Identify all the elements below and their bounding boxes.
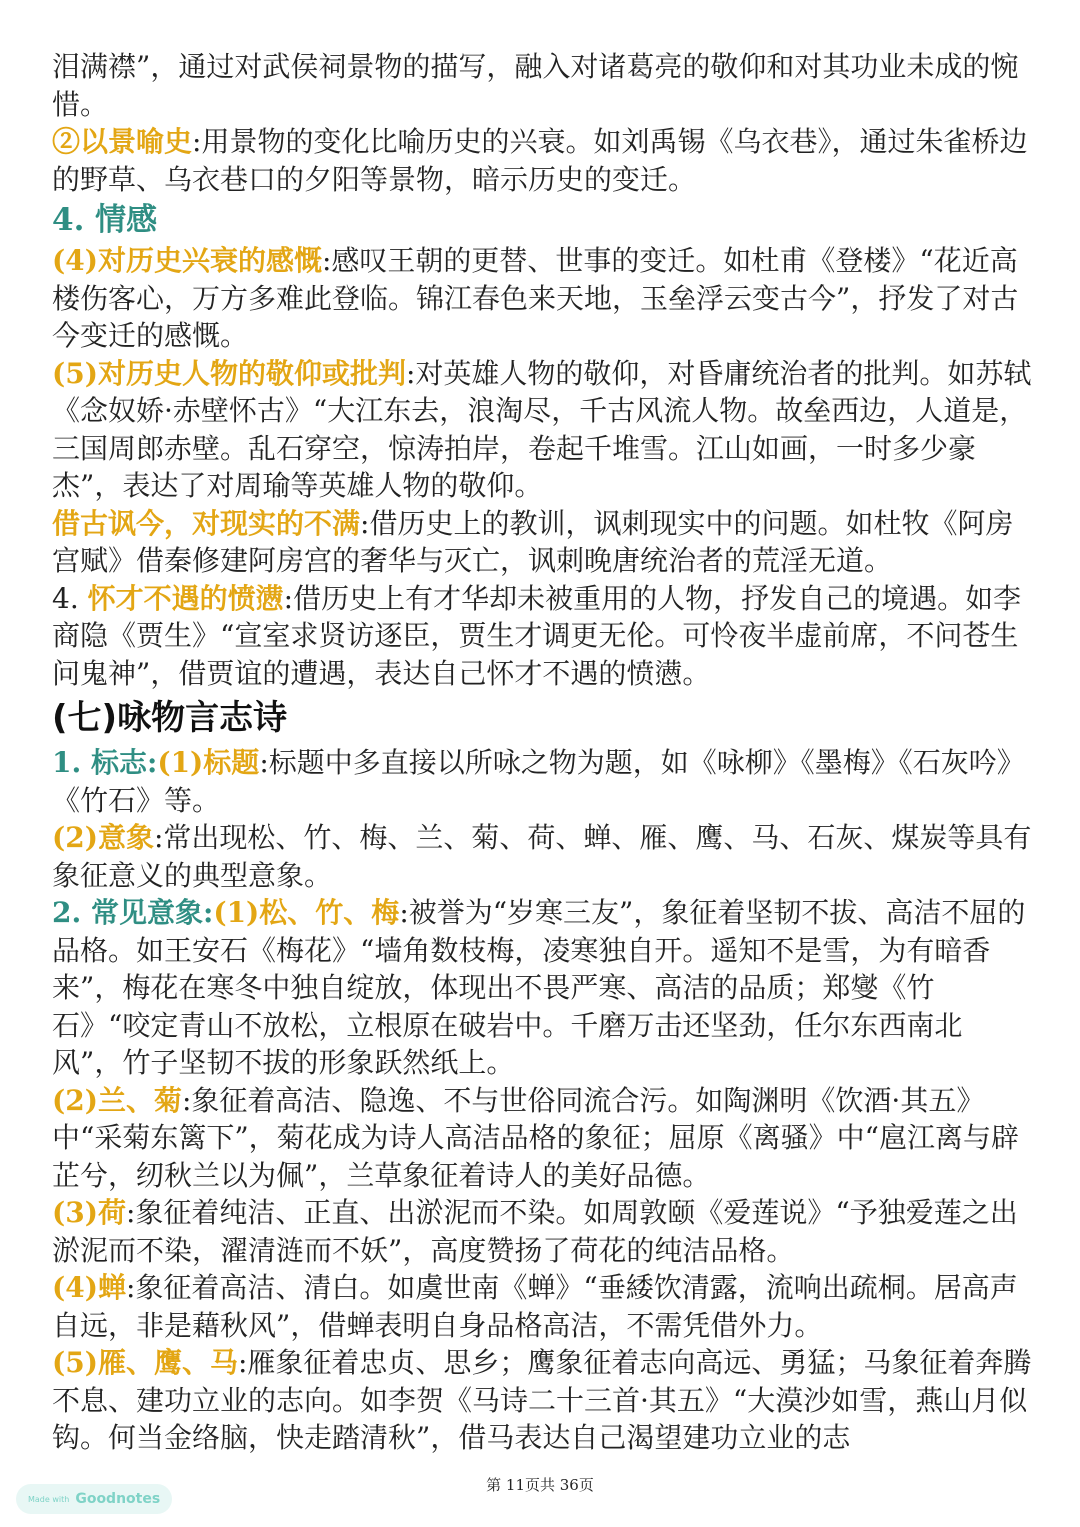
paragraph-sign-title: 1. 标志:(1)标题:标题中多直接以所咏之物为题，如《咏柳》《墨梅》《石灰吟》《竹石》等。	[52, 746, 1025, 817]
paragraph-pine-bamboo-plum: 2. 常见意象:(1)松、竹、梅:被誉为“岁寒三友”，象征着坚韧不拔、高洁不屈的品格。如王安石《梅花》“墙角数枝梅，凌寒独自开。遥知不是雪，为有暗香来”，梅花在寒冬中独自绽放，体现出不畏严寒、高洁的品质；郑燮《竹石》“咬定青山不放松，立根原在破岩中。千磨万击还坚劲，任尔东西南北风”，竹子坚韧不拔的形象跃然纸上。	[52, 896, 1026, 1079]
item-label: (2)兰、菊	[52, 1083, 182, 1117]
paragraph-cicada: (4)蝉:象征着高洁、清白。如虞世南《蝉》“垂緌饮清露，流响出疏桐。居高声自远，非是藉秋风”，借蝉表明自身品格高洁，不需凭借外力。	[52, 1271, 1018, 1342]
item-label: (5)雁、鹰、马	[52, 1346, 238, 1379]
item-label: (5)对历史人物的敬仰或批判	[52, 356, 406, 390]
paragraph-intro: 泪满襟”，通过对武侯祠景物的描写，融入对诸葛亮的敬仰和对其功业未成的惋惜。	[52, 50, 1019, 121]
page-number: 第 11页共 36页	[486, 1476, 594, 1494]
paragraph-sign-imagery: (2)意象:常出现松、竹、梅、兰、菊、荷、蝉、雁、鹰、马、石灰、煤炭等具有象征意义的典型意象。	[52, 821, 1032, 892]
item-label: (4)对历史兴衰的感慨	[52, 244, 322, 277]
section-heading-emotion: 4. 情感	[52, 202, 158, 238]
paragraph-emotion-4: (4)对历史兴衰的感慨:感叹王朝的更替、世事的变迁。如杜甫《登楼》“花近高楼伤客心，万方多难此登临。锦江春色来天地，玉垒浮云变古今”，抒发了对古今变迁的感慨。	[52, 244, 1019, 352]
paragraph-lotus: (3)荷:象征着纯洁、正直、出淤泥而不染。如周敦颐《爱莲说》“予独爱莲之出淤泥而不染，濯清涟而不妖”，高度赞扬了荷花的纯洁品格。	[52, 1196, 1018, 1267]
goodnotes-badge: Made with Goodnotes	[16, 1484, 172, 1514]
item-label: (4)蝉	[52, 1271, 126, 1304]
paragraph-satire: 借古讽今，对现实的不满:借历史上的教训，讽刺现实中的问题。如杜牧《阿房宫赋》借秦修建阿房宫的奢华与灭亡，讽刺晚唐统治者的荒淫无道。	[52, 506, 1014, 577]
item-label: (1)松、竹、梅	[213, 896, 400, 929]
item-label: ②以景喻史	[52, 125, 193, 158]
paragraph-emotion-5: (5)对历史人物的敬仰或批判:对英雄人物的敬仰，对昏庸统治者的批判。如苏轼《念奴娇·赤壁怀古》“大江东去，浪淘尽，千古风流人物。故垒西边，人道是，三国周郎赤壁。乱石穿空，惊涛拍岸，卷起千堆雪。江山如画，一时多少豪杰”，表达了对周瑜等英雄人物的敬仰。	[52, 356, 1032, 502]
item-label: 怀才不遇的愤懑	[87, 581, 284, 615]
paragraph-orchid-chrysanthemum: (2)兰、菊:象征着高洁、隐逸、不与世俗同流合污。如陶渊明《饮酒·其五》中“采菊东篱下”，菊花成为诗人高洁品格的象征；屈原《离骚》中“扈江离与辟芷兮，纫秋兰以为佩”，兰草象征着诗人的美好品德。	[52, 1083, 1019, 1192]
sub-heading: 2. 常见意象:	[52, 896, 214, 929]
item-label: (2)意象	[52, 821, 154, 854]
paragraph-jing-yu-shi: ②以景喻史:用景物的变化比喻历史的兴衰。如刘禹锡《乌衣巷》，通过朱雀桥边的野草、乌衣巷口的夕阳等景物，暗示历史的变迁。	[52, 125, 1028, 196]
sub-heading: 1. 标志:	[52, 746, 158, 779]
item-label: (3)荷	[52, 1196, 126, 1229]
section-heading-object-poems: (七)咏物言志诗	[52, 698, 288, 738]
document-body	[52, 48, 1032, 1457]
paragraph-goose-eagle-horse: (5)雁、鹰、马:雁象征着忠贞、思乡；鹰象征着志向高远、勇猛；马象征着奔腾不息、建功立业的志向。如李贺《马诗二十三首·其五》“大漠沙如雪，燕山月似钩。何当金络脑，快走踏清秋”，借马表达自己渴望建功立业的志	[52, 1346, 1032, 1454]
item-label: (1)标题	[157, 746, 260, 779]
item-label: 借古讽今，对现实的不满	[52, 506, 361, 540]
paragraph-talent: 4. 怀才不遇的愤懑:借历史上有才华却未被重用的人物，抒发自己的境遇。如李商隐《贾生》“宣室求贤访逐臣，贾生才调更无伦。可怜夜半虚前席，不问苍生问鬼神”，借贾谊的遭遇，表达自己怀才不遇的愤懑。	[52, 581, 1022, 690]
